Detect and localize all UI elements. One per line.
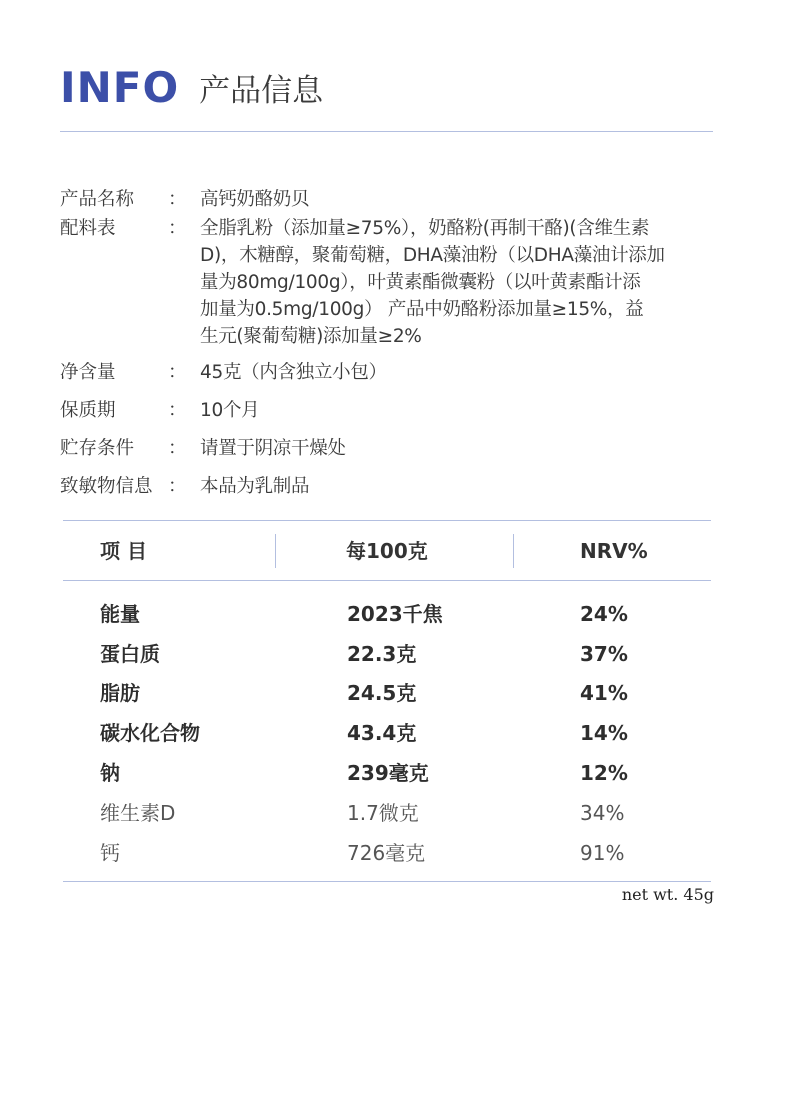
table-row	[0, 713, 790, 753]
cell-per100g: 726毫克	[347, 841, 426, 865]
header-per100g: 每100克	[346, 539, 428, 563]
cell-per100g: 24.5克	[347, 681, 417, 705]
cell-item: 钙	[100, 841, 120, 865]
info-row-allergen	[60, 473, 720, 500]
info-label: 净含量	[60, 362, 116, 383]
table-row	[0, 833, 790, 873]
table-bottom-rule	[63, 881, 711, 882]
info-colon: ：	[168, 362, 187, 383]
cell-nrv: 41%	[580, 681, 628, 705]
table-top-rule	[63, 520, 711, 521]
info-row-shelf-life	[60, 397, 720, 424]
table-row	[0, 753, 790, 793]
cell-per100g: 22.3克	[347, 642, 417, 666]
info-value: 45克（内含独立小包）	[200, 362, 387, 383]
cell-nrv: 24%	[580, 602, 628, 626]
table-row	[0, 673, 790, 713]
cell-per100g: 1.7微克	[347, 801, 419, 825]
info-value: 10个月	[200, 400, 260, 421]
info-row-name	[60, 186, 720, 213]
cell-nrv: 37%	[580, 642, 628, 666]
product-info	[60, 186, 720, 500]
info-label: 配料表	[60, 218, 116, 239]
cell-nrv: 91%	[580, 841, 625, 865]
cell-item: 钠	[100, 761, 120, 785]
nutrition-table-header	[63, 522, 711, 580]
header-nrv: NRV%	[580, 539, 648, 563]
title-cn: 产品信息	[199, 72, 324, 109]
info-label: 保质期	[60, 400, 116, 421]
info-value: 请置于阴凉干燥处	[200, 438, 346, 459]
cell-per100g: 43.4克	[347, 721, 417, 745]
table-row	[0, 793, 790, 833]
info-colon: ：	[168, 218, 187, 239]
header-item: 项 目	[100, 539, 147, 563]
info-row-ingredients	[60, 215, 720, 350]
info-label: 贮存条件	[60, 438, 135, 459]
info-value: 高钙奶酪奶贝	[200, 189, 310, 210]
cell-per100g: 2023千焦	[347, 602, 443, 626]
info-row-net-content	[60, 359, 720, 386]
info-colon: ：	[168, 189, 187, 210]
header-divider	[60, 131, 713, 132]
cell-nrv: 12%	[580, 761, 628, 785]
info-label: 致敏物信息	[60, 476, 153, 497]
info-value: 本品为乳制品	[200, 476, 310, 497]
cell-nrv: 34%	[580, 801, 625, 825]
header-separator	[513, 534, 514, 568]
info-value: 全脂乳粉（添加量≥75%），奶酪粉(再制干酪)(含维生素 D)，木糖醇，聚葡萄糖，DHA藻油粉（以DHA藻油计添加 量为80mg/100g），叶黄素酯微囊粉（以叶黄素酯计添 加量为0.5mg/100g） 产品中奶酪粉添加量≥15%，益 生元(聚葡萄糖)添加量≥2%	[200, 218, 665, 347]
table-header-rule	[63, 580, 711, 581]
cell-item: 脂肪	[100, 681, 140, 705]
cell-item: 维生素D	[100, 801, 176, 825]
title-en: INFO	[60, 62, 180, 112]
page-header	[60, 62, 323, 112]
cell-per100g: 239毫克	[347, 761, 429, 785]
header-separator	[275, 534, 276, 568]
info-label: 产品名称	[60, 189, 135, 210]
table-row	[0, 594, 790, 634]
info-row-storage	[60, 435, 720, 462]
net-weight: net wt. 45g	[621, 885, 714, 904]
cell-item: 能量	[100, 602, 140, 626]
info-colon: ：	[168, 476, 187, 497]
info-colon: ：	[168, 400, 187, 421]
cell-item: 碳水化合物	[100, 721, 200, 745]
info-colon: ：	[168, 438, 187, 459]
table-row	[0, 634, 790, 674]
cell-item: 蛋白质	[100, 642, 160, 666]
cell-nrv: 14%	[580, 721, 628, 745]
